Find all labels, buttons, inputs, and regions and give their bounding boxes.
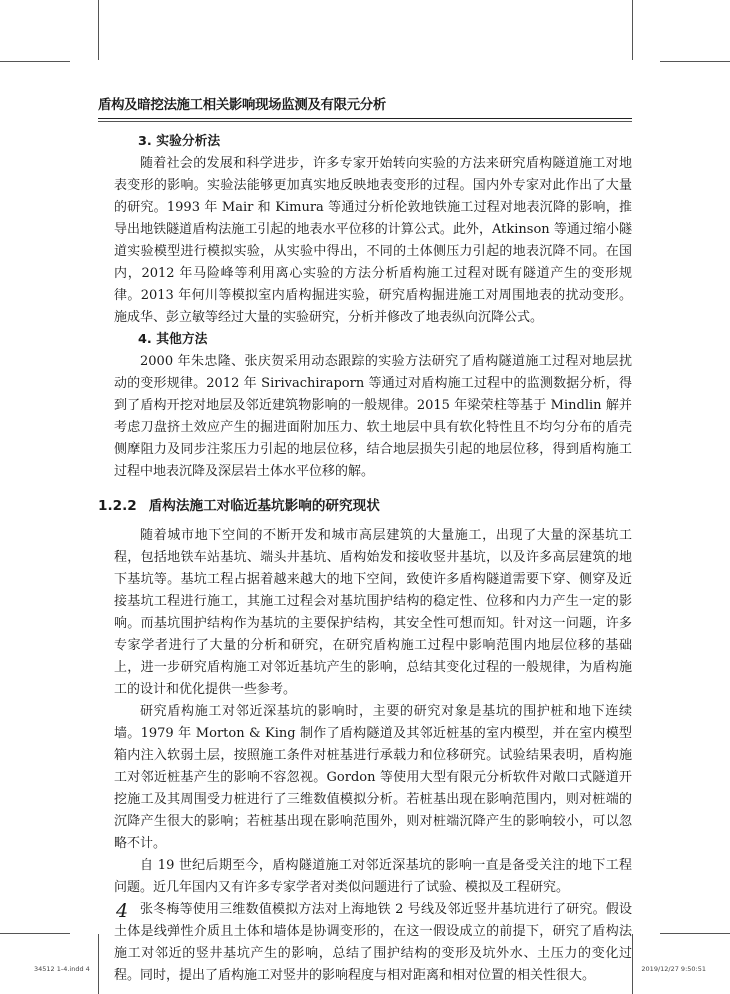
paragraph-history: 自 19 世纪后期至今，盾构隧道施工对邻近深基坑的影响一直是备受关注的地下工程问题。近几年国内又有许多专家学者对类似问题进行了试验、模拟及工程研究。 xyxy=(114,858,632,895)
crop-mark-bottom-right-h xyxy=(660,933,730,934)
page-number: 4 xyxy=(116,900,129,922)
crop-mark-top-right-h xyxy=(660,61,730,62)
paragraph-pile-research: 研究盾构施工对邻近深基坑的影响时，主要的研究对象是基坑的围护桩和地下连续墙。1979 年 Morton & King 制作了盾构隧道及其邻近桩基的室内模型，并在室内模型箱内注入软弱土层，按照施工条件对桩基进行承载力和位移研究。试验结果表明，盾构施工对邻近桩基产生的影响不容忽视。Gordon 等使用大型有限元分析软件对敞口式隧道开挖施工及其周围受力桩进行了三维数值模拟分析。若桩基出现在影响范围内，则对桩端的沉降产生很大的影响；若桩基出现在影响范围外，则对桩端沉降产生的影响较小，可以忽略不计。 xyxy=(114,704,632,851)
running-header: 盾构及暗挖法施工相关影响现场监测及有限元分析 xyxy=(98,97,386,113)
paragraph-background: 随着城市地下空间的不断开发和城市高层建筑的大量施工，出现了大量的深基坑工程，包括地铁车站基坑、端头井基坑、盾构始发和接收竖井基坑，以及许多高层建筑的地下基坑等。基坑工程占据着越来越大的地下空间，致使许多盾构隧道需要下穿、侧穿及近接基坑工程进行施工，其施工过程会对基坑围护结构的稳定性、位移和内力产生一定的影响。而基坑围护结构作为基坑的主要保护结构，其安全性可想而知。针对这一问题，许多专家学者进行了大量的分析和研究，在研究盾构施工过程中影响范围内地层位移的基础上，进一步研究盾构施工对邻近基坑产生的影响，总结其变化过程的一般规律，为盾构施工的设计和优化提供一些参考。 xyxy=(114,528,632,697)
paragraph-zhang-dongmei: 张冬梅等使用三维数值模拟方法对上海地铁 2 号线及邻近竖井基坑进行了研究。假设土体是线弹性介质且土体和墙体是协调变形的，在这一假设成立的前提下，研究了盾构法施工对邻近的竖井基坑产生的影响，总结了围护结构的变形及坑外水、土压力的变化过程。同时，提出了盾构施工对竖井的影响程度与相对距离和相对位置的相关性很大。 xyxy=(114,902,632,983)
paragraph-other-methods: 2000 年朱忠隆、张庆贺采用动态跟踪的实验方法研究了盾构隧道施工过程对地层扰动的变形规律。2012 年 Sirivachiraporn 等通过对盾构施工过程中的监测数据分析，得到了盾构开挖对地层及邻近建筑物影响的一般规律。2015 年梁荣柱等基于 Mindlin 解并考虑刀盘挤土效应产生的掘进面附加压力、软土地层中具有软化特性且不均匀分布的盾壳侧摩阻力及同步注浆压力引起的地层位移，结合地层损失引起的地层位移，得到盾构施工过程中地表沉降及深层岩土体水平位移的解。 xyxy=(114,354,632,479)
section-heading xyxy=(98,495,632,517)
crop-mark-bottom-left-v xyxy=(98,934,99,994)
header-rule xyxy=(98,118,632,119)
footer-file-name: 34512 1-4.indd 4 xyxy=(34,965,90,973)
subheading-other-methods: 4. 其他方法 xyxy=(138,332,208,347)
header-rule-thin xyxy=(98,121,632,122)
section-number: 1.2.2 xyxy=(98,498,137,514)
footer-timestamp: 2019/12/27 9:50:51 xyxy=(641,965,706,973)
subheading-experimental-method: 3. 实验分析法 xyxy=(138,134,221,149)
page-body xyxy=(98,131,632,987)
paragraph-experimental: 随着社会的发展和科学进步，许多专家开始转向实验的方法来研究盾构隧道施工对地表变形的影响。实验法能够更加真实地反映地表变形的过程。国内外专家对此作出了大量的研究。1993 年 Mair 和 Kimura 等通过分析伦敦地铁施工过程对地表沉降的影响，推导出地铁隧道盾构法施工引起的地表水平位移的计算公式。此外，Atkinson 等通过缩小隧道实验模型进行模拟实验，从实验中得出，不同的土体侧压力引起的地表沉降不同。在国内，2012 年马险峰等利用离心实验的方法分析盾构施工过程对既有隧道产生的变形规律。2013 年何川等模拟室内盾构掘进实验，研究盾构掘进施工对周围地表的扰动变形。施成华、彭立敏等经过大量的实验研究，分析并修改了地表纵向沉降公式。 xyxy=(114,156,632,325)
crop-mark-top-left-h xyxy=(0,61,70,62)
crop-mark-bottom-left-h xyxy=(0,933,70,934)
crop-mark-top-left-v xyxy=(98,0,99,60)
crop-mark-top-right-v xyxy=(632,0,633,60)
crop-mark-bottom-right-v xyxy=(632,934,633,994)
section-title: 盾构法施工对临近基坑影响的研究现状 xyxy=(148,498,380,514)
